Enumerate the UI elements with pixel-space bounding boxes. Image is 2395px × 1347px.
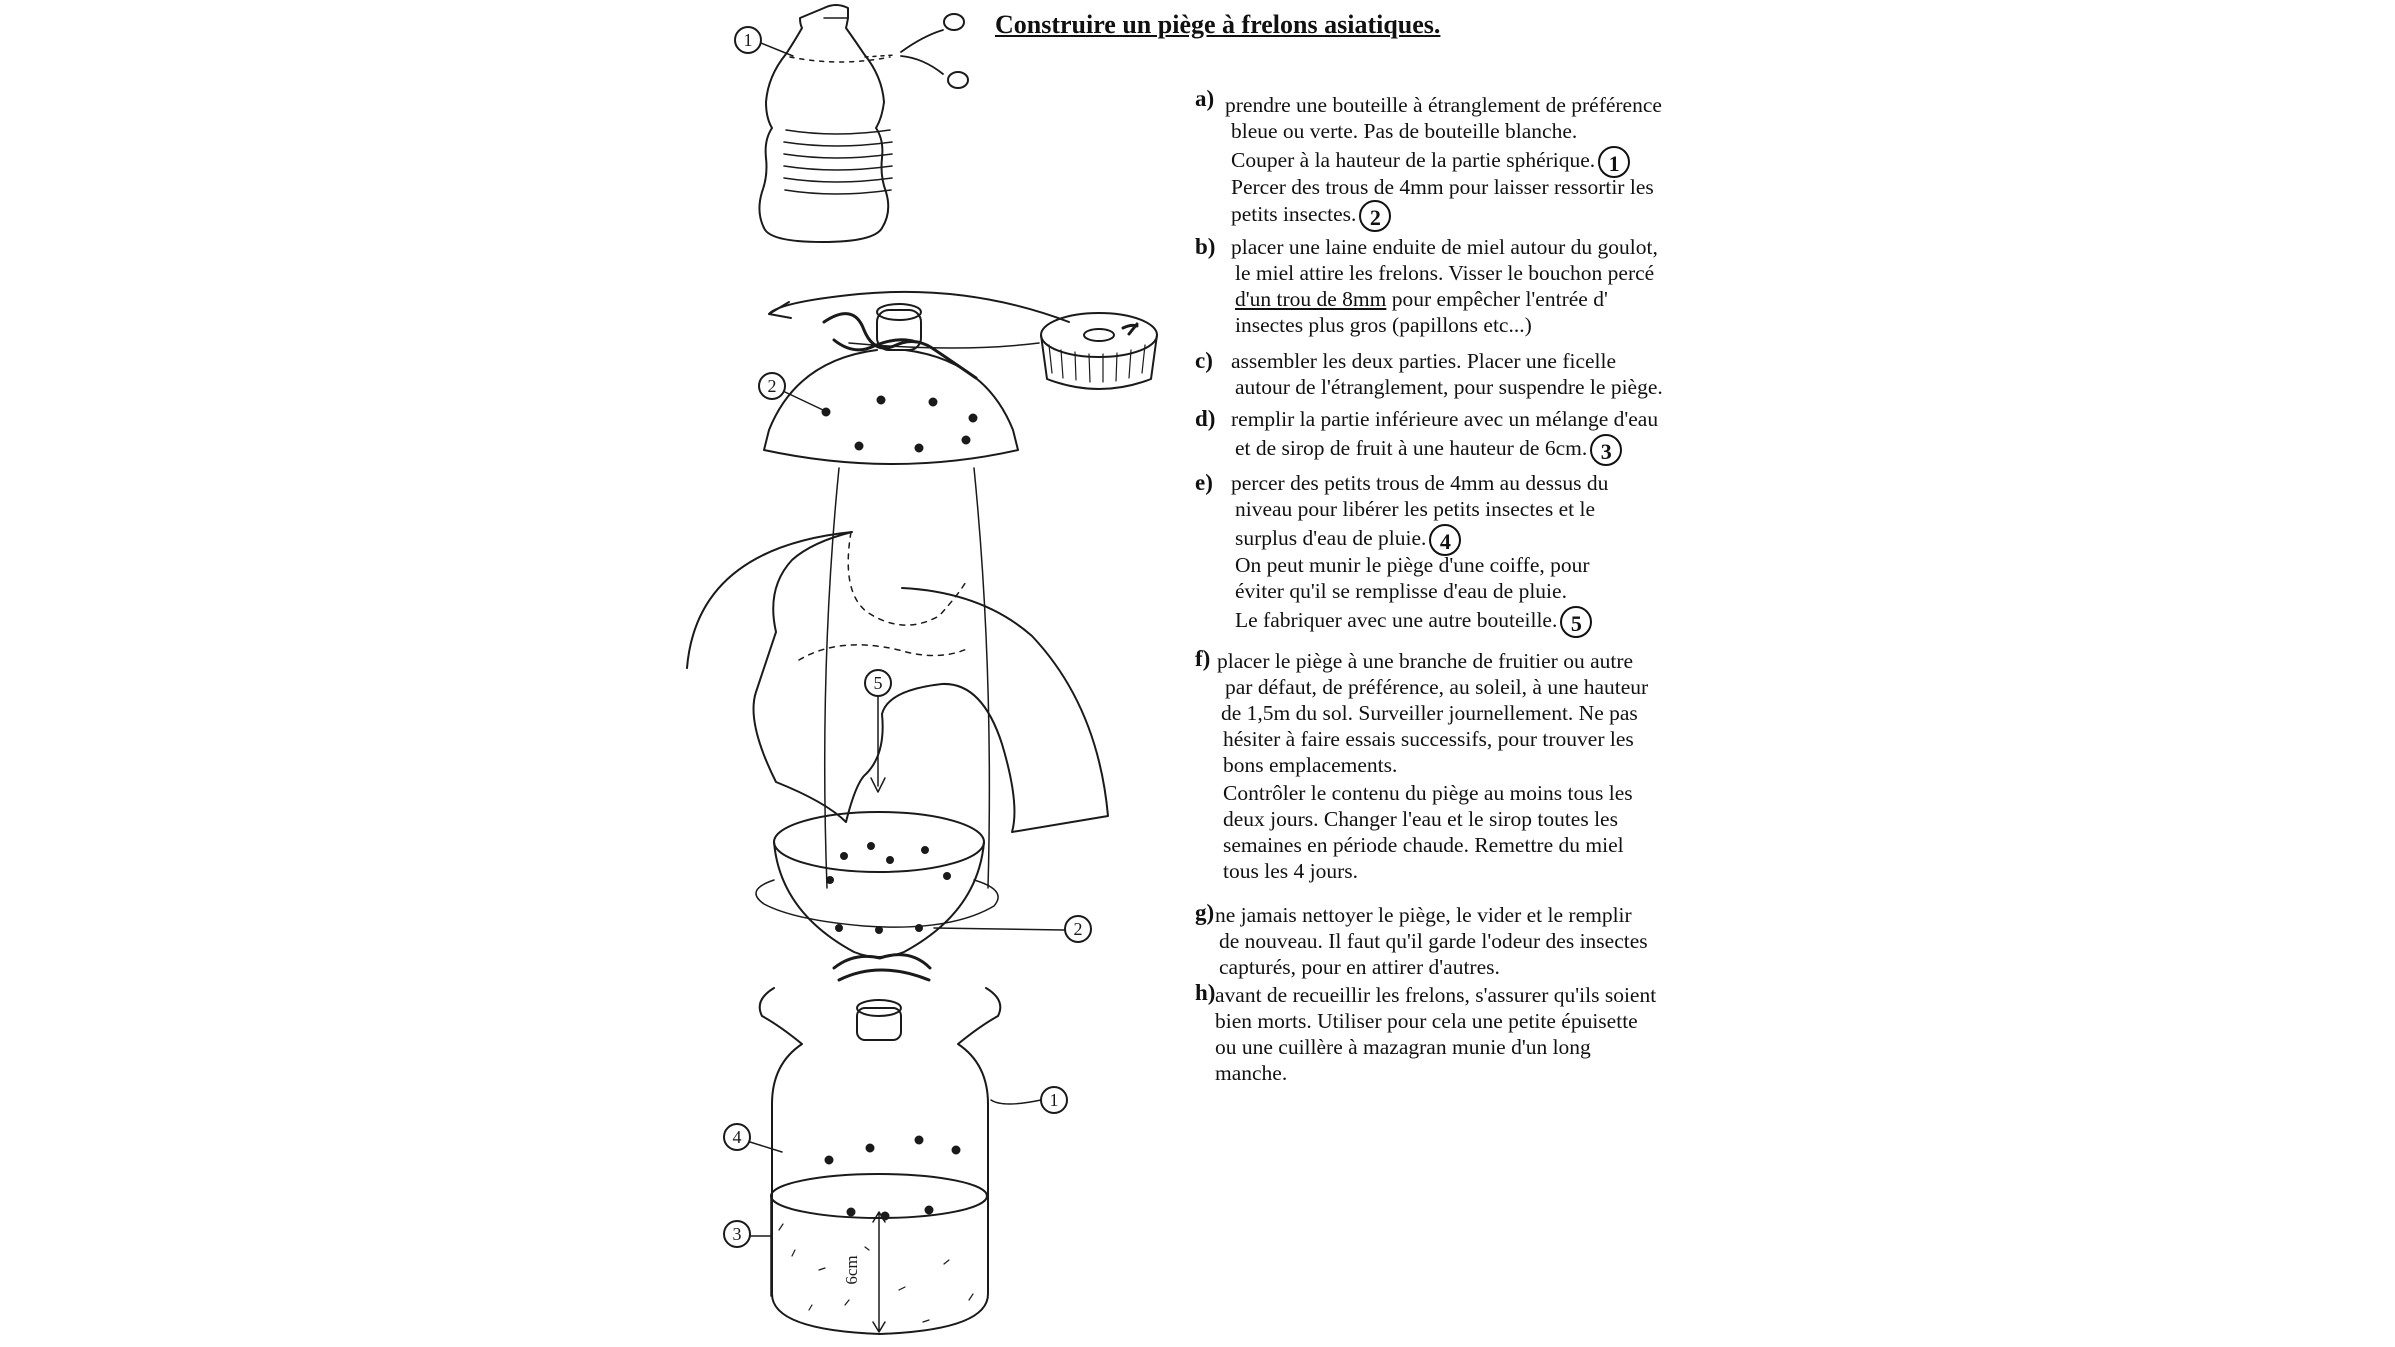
step-line: éviter qu'il se remplisse d'eau de pluie. <box>1235 579 1567 603</box>
step-line: percer des petits trous de 4mm au dessus du <box>1231 471 1609 495</box>
step-line: assembler les deux parties. Placer une ficelle <box>1231 349 1617 373</box>
step-letter: g) <box>1195 900 1215 925</box>
label-5-cover: 5 <box>873 673 883 693</box>
cap-drawing <box>769 292 1157 389</box>
step-line: remplir la partie inférieure avec un mélange d'eau <box>1231 407 1659 431</box>
step-line: placer le piège à une branche de fruitier ou autre <box>1217 649 1634 673</box>
label-2-funnel: 2 <box>1073 919 1083 939</box>
funnel-drawing <box>756 812 1091 1040</box>
step-line: de 1,5m du sol. Surveiller journellement. Ne pas <box>1221 701 1638 725</box>
step-line: tous les 4 jours. <box>1223 859 1358 883</box>
page-title: Construire un piège à frelons asiatiques. <box>995 10 1441 39</box>
step-letter: c) <box>1195 348 1213 373</box>
step-letter: e) <box>1195 470 1213 495</box>
step-line: On peut munir le piège d'une coiffe, pour <box>1235 553 1590 577</box>
label-1-top: 1 <box>743 30 753 50</box>
step-line: avant de recueillir les frelons, s'assurer qu'ils soient <box>1215 983 1657 1007</box>
step-line: de nouveau. Il faut qu'il garde l'odeur des insectes <box>1219 929 1648 953</box>
step-line: Percer des trous de 4mm pour laisser ressortir les <box>1231 175 1654 199</box>
step-line: hésiter à faire essais successifs, pour trouver les <box>1223 727 1634 751</box>
step-line: le miel attire les frelons. Visser le bouchon percé <box>1235 261 1655 285</box>
label-2-dome: 2 <box>767 376 777 396</box>
step-line: bons emplacements. <box>1223 753 1398 777</box>
circled-number-1: 1 <box>1598 146 1630 178</box>
step-line: manche. <box>1215 1061 1288 1085</box>
step-line: niveau pour libérer les petits insectes et le <box>1235 497 1595 521</box>
circled-number-5: 5 <box>1560 606 1592 638</box>
step-line: Contrôler le contenu du piège au moins tous les <box>1223 781 1633 805</box>
step-line: et de sirop de fruit à une hauteur de 6cm. 3 <box>1235 434 1622 466</box>
step-line: ou une cuillère à mazagran munie d'un long <box>1215 1035 1591 1059</box>
circled-number-4: 4 <box>1429 524 1461 556</box>
label-3: 3 <box>732 1224 742 1244</box>
step-line: placer une laine enduite de miel autour du goulot, <box>1231 235 1658 259</box>
step-line: bleue ou verte. Pas de bouteille blanche. <box>1231 119 1578 143</box>
step-letter: a) <box>1195 86 1215 111</box>
step-line: Le fabriquer avec une autre bouteille. 5 <box>1235 606 1592 638</box>
step-letter: b) <box>1195 234 1216 259</box>
rain-cover-drawing <box>687 532 1108 832</box>
dome-drawing <box>759 304 1018 464</box>
label-1-bottom: 1 <box>1049 1090 1059 1110</box>
step-line: deux jours. Changer l'eau et le sirop toutes les <box>1223 807 1618 831</box>
step-letter: d) <box>1195 406 1216 431</box>
label-4: 4 <box>732 1127 742 1147</box>
step-line: surplus d'eau de pluie. 4 <box>1235 524 1461 556</box>
step-line: d'un trou de 8mm pour empêcher l'entrée d' <box>1235 287 1608 311</box>
bottle-whole-drawing <box>735 5 968 242</box>
step-line: petits insectes. 2 <box>1231 200 1391 232</box>
step-line: semaines en période chaude. Remettre du miel <box>1223 833 1624 857</box>
step-letter: h) <box>1195 980 1216 1005</box>
step-line: autour de l'étranglement, pour suspendre le piège. <box>1235 375 1663 399</box>
step-line: Couper à la hauteur de la partie sphérique. 1 <box>1231 146 1630 178</box>
step-line: capturés, pour en attirer d'autres. <box>1219 955 1500 979</box>
height-mark-6cm: 6cm <box>842 1255 861 1285</box>
circled-number-3: 3 <box>1590 434 1622 466</box>
step-line: ne jamais nettoyer le piège, le vider et le remplir <box>1215 903 1632 927</box>
step-line: par défaut, de préférence, au soleil, à une hauteur <box>1225 675 1649 699</box>
step-letter: f) <box>1195 646 1211 671</box>
step-line: prendre une bouteille à étranglement de préférence <box>1225 93 1662 117</box>
step-line: bien morts. Utiliser pour cela une petite épuisette <box>1215 1009 1638 1033</box>
circled-number-2: 2 <box>1359 200 1391 232</box>
step-line: insectes plus gros (papillons etc...) <box>1235 313 1532 337</box>
